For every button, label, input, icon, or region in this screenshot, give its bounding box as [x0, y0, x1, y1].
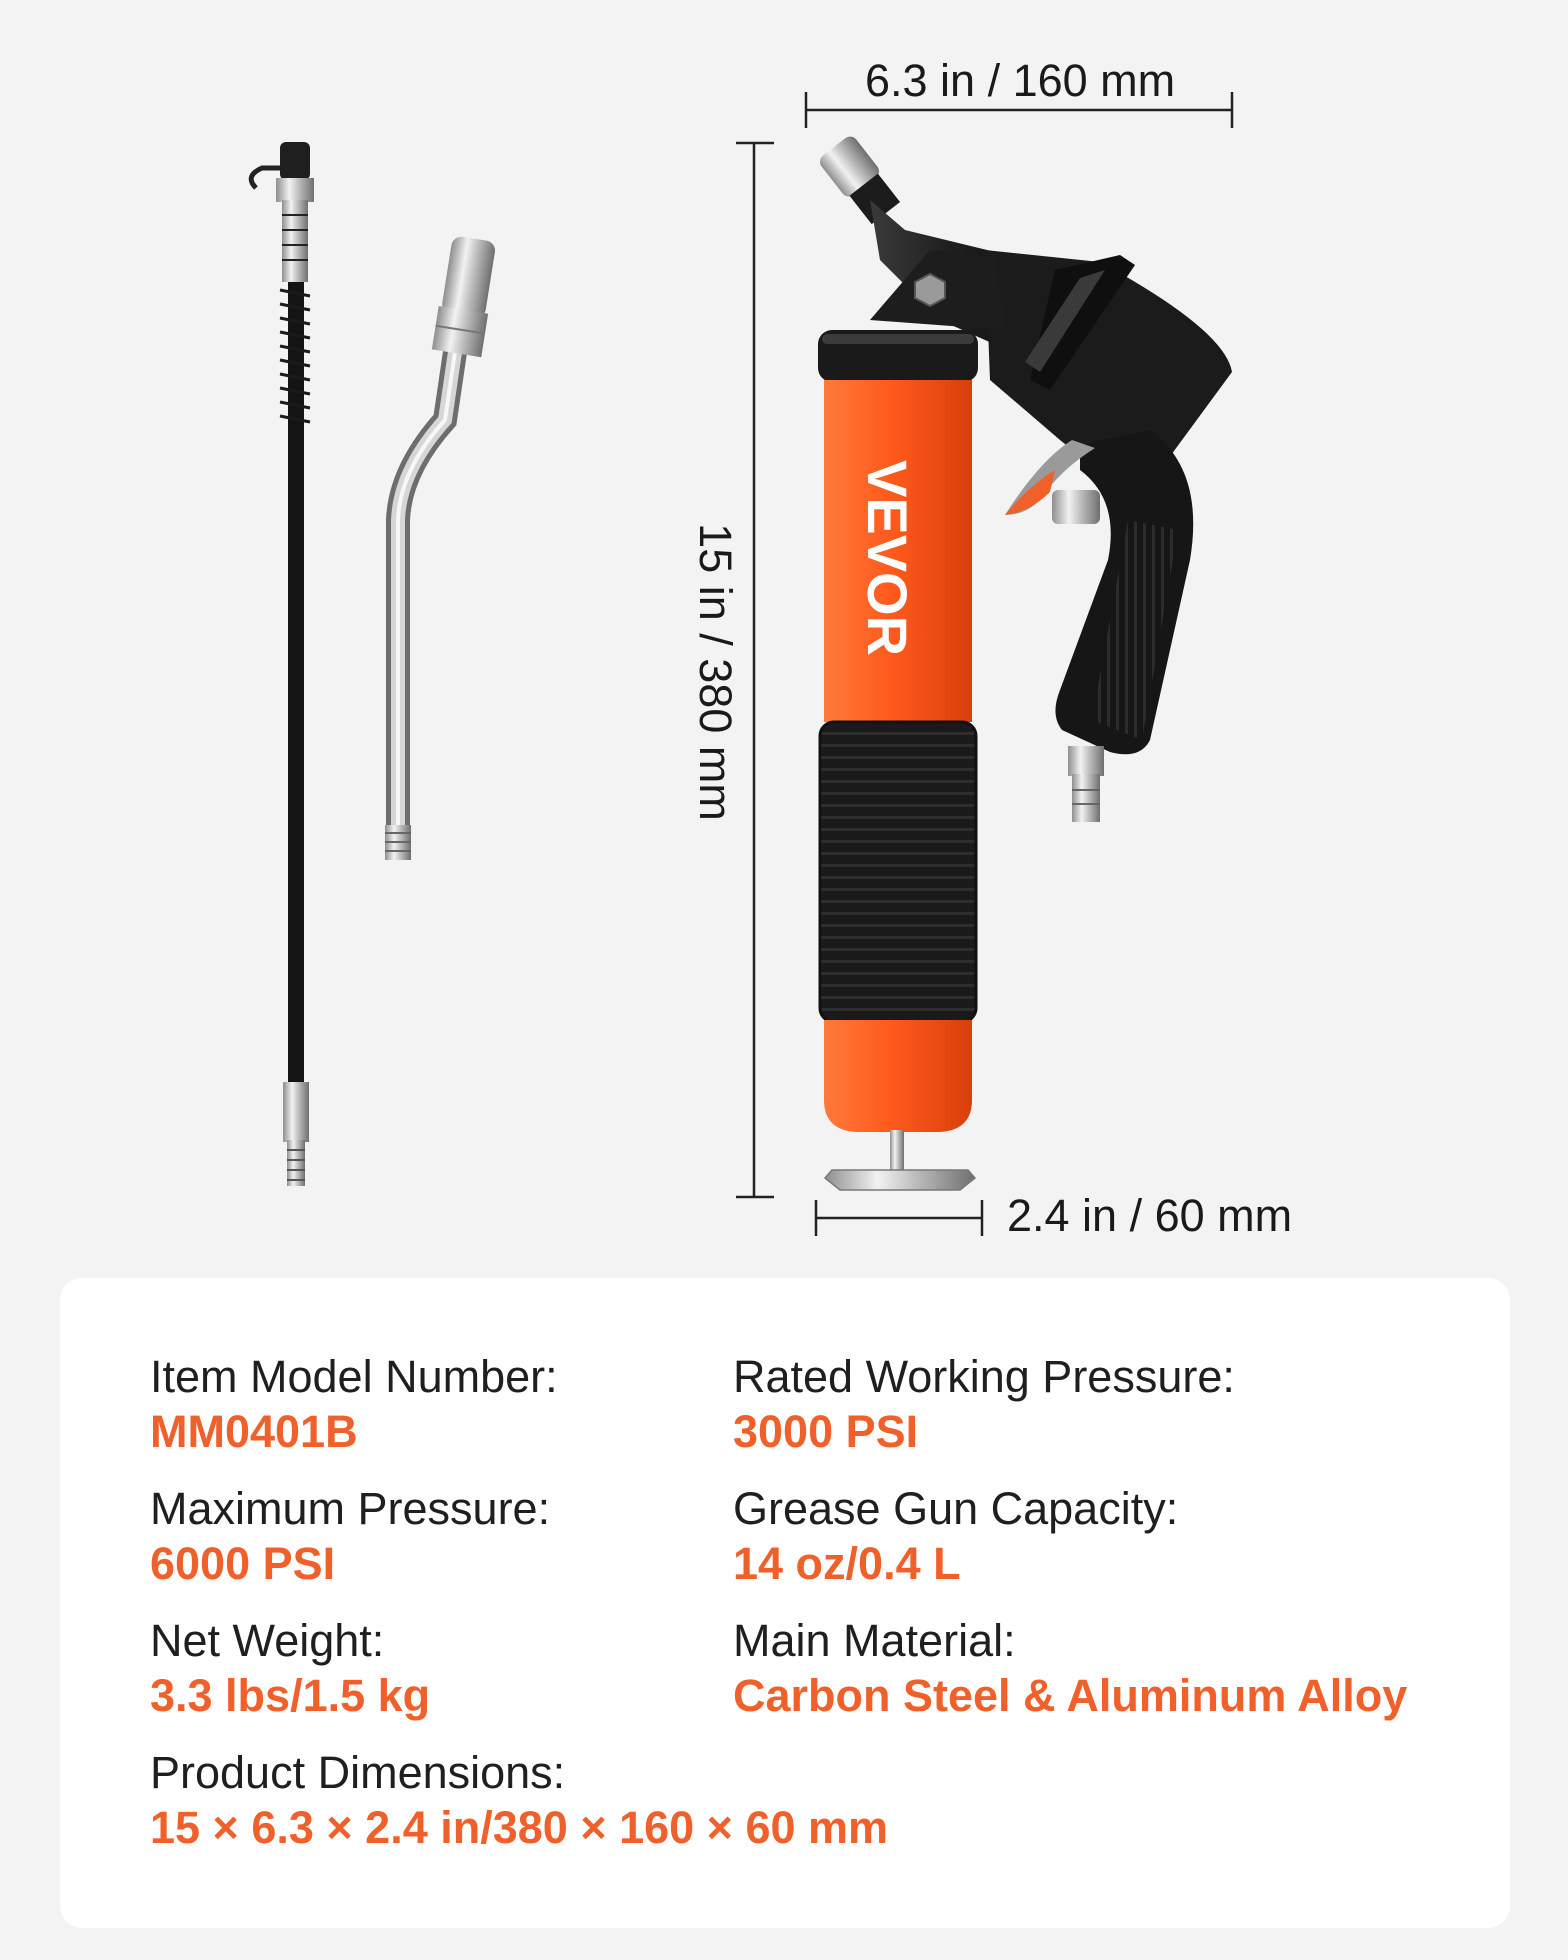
rigid-extension	[385, 235, 499, 860]
spec-product-dimensions	[150, 1746, 888, 1856]
spec-max-pressure	[150, 1482, 550, 1592]
spec-model-number	[150, 1350, 558, 1460]
spec-label: Grease Gun Capacity:	[733, 1483, 1179, 1534]
height-dimension-label: 15 in / 380 mm	[690, 523, 741, 821]
spec-value: 3.3 lbs/1.5 kg	[150, 1670, 431, 1721]
spec-value: 3000 PSI	[733, 1406, 919, 1457]
spec-rated-pressure	[733, 1350, 1235, 1460]
spec-value: 14 oz/0.4 L	[733, 1538, 961, 1589]
spec-value: 15 × 6.3 × 2.4 in/380 × 160 × 60 mm	[150, 1802, 889, 1853]
brand-logo: VEVOR	[856, 460, 919, 657]
width-dimension-label: 6.3 in / 160 mm	[865, 55, 1176, 106]
spec-label: Item Model Number:	[150, 1351, 558, 1402]
spec-capacity	[733, 1482, 1178, 1592]
spec-label: Rated Working Pressure:	[733, 1351, 1235, 1402]
spec-value: MM0401B	[150, 1406, 358, 1457]
spec-value: 6000 PSI	[150, 1538, 336, 1589]
spec-value: Carbon Steel & Aluminum Alloy	[733, 1670, 1408, 1721]
base-dimension-label: 2.4 in / 60 mm	[1007, 1190, 1293, 1241]
flex-hose	[251, 142, 314, 1186]
spec-label: Product Dimensions:	[150, 1747, 566, 1798]
spec-label: Net Weight:	[150, 1615, 385, 1666]
spec-label: Main Material:	[733, 1615, 1016, 1666]
spec-label: Maximum Pressure:	[150, 1483, 551, 1534]
grease-gun	[817, 133, 1232, 1190]
spec-net-weight	[150, 1614, 430, 1724]
spec-main-material	[733, 1614, 1407, 1724]
